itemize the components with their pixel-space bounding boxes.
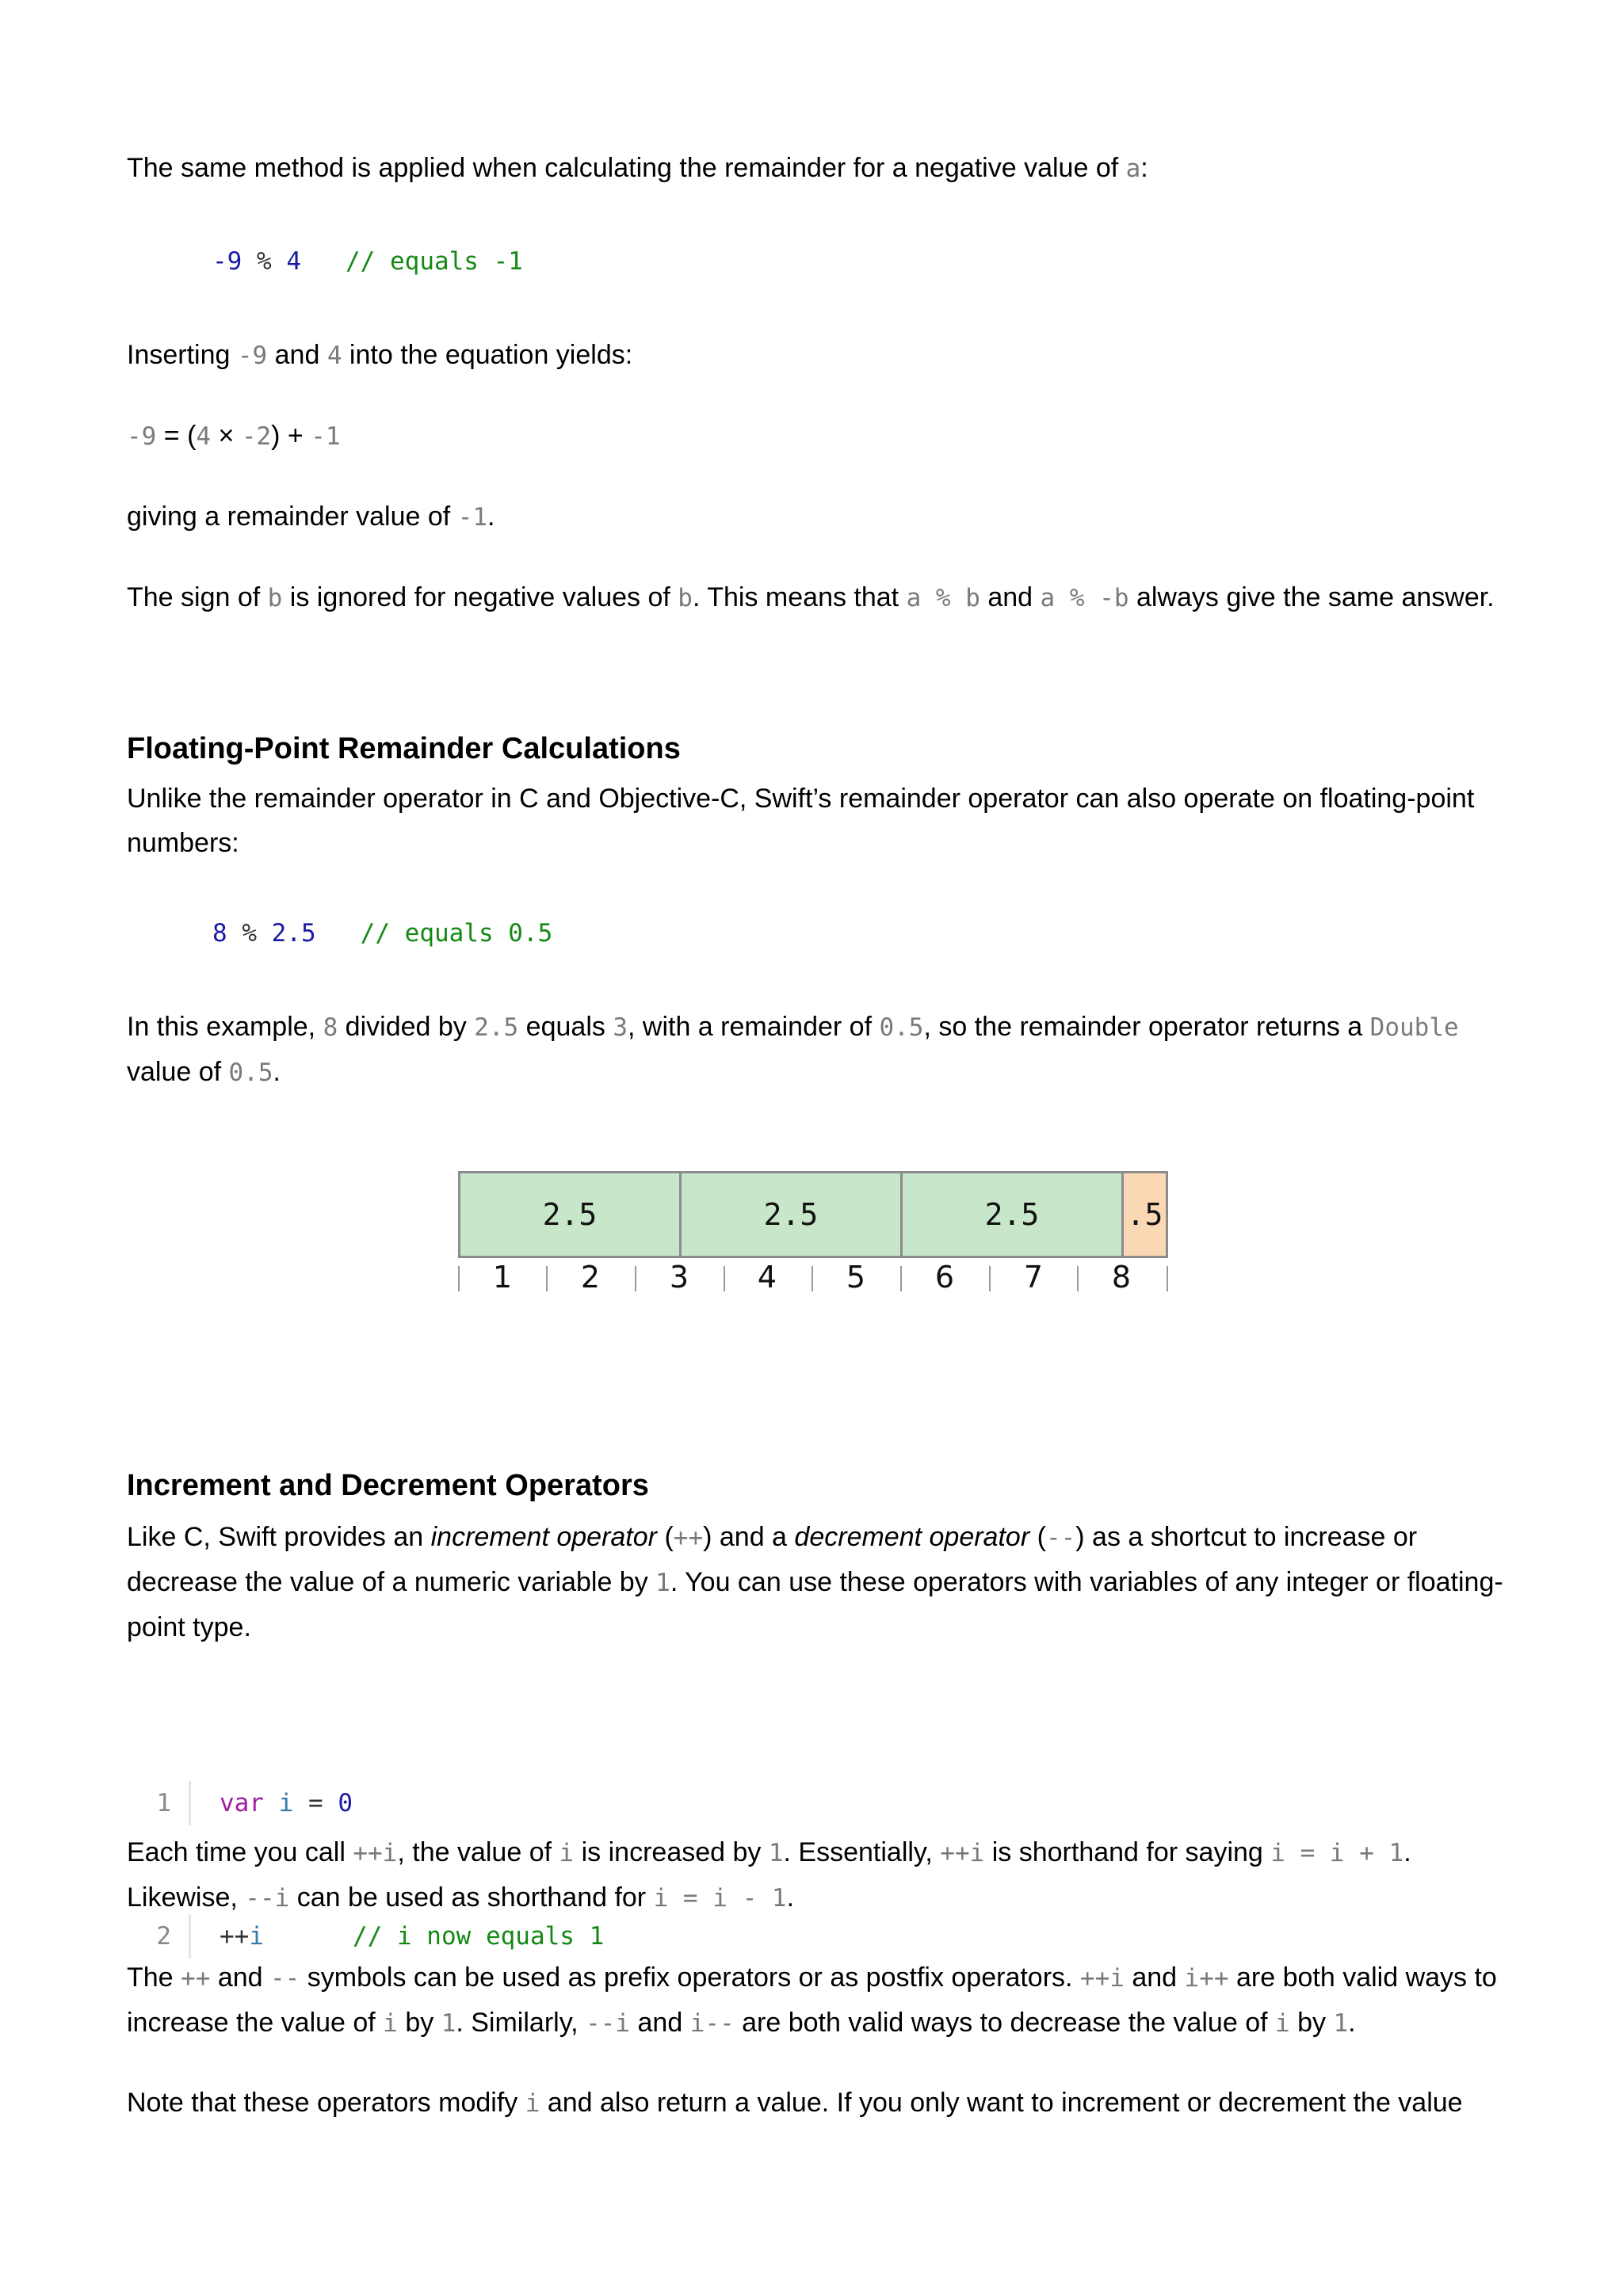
heading-increment-decrement: Increment and Decrement Operators <box>127 1469 649 1502</box>
paragraph-remainder-value: giving a remainder value of -1. <box>127 502 495 532</box>
diagram-tick <box>635 1266 636 1291</box>
diagram-tick <box>1167 1266 1168 1291</box>
paragraph-inserting: Inserting -9 and 4 into the equation yields: <box>127 340 633 370</box>
paragraph-prefix-postfix: The ++ and -- symbols can be used as prefix operators or as postfix operators. ++i and i++ are both valid ways to increase the value of i by 1. Similarly, --i and i-- are both valid ways to decrease the value of i by 1. <box>127 1962 1497 2038</box>
diagram-tick <box>900 1266 902 1291</box>
paragraph-example-explanation: In this example, 8 divided by 2.5 equals 3, with a remainder of 0.5, so the remainder operator returns a Double value of 0.5. <box>127 1012 1459 1087</box>
diagram-tick-label: 2 <box>580 1260 601 1295</box>
code-block-floating-remainder: 8 % 2.5 // equals 0.5 <box>212 919 553 948</box>
paragraph-increment-intro: Like C, Swift provides an increment operator (++) and a decrement operator (--) as a shortcut to increase or decrease the value of a numeric variable by 1. You can use these operators with variables of any integer or floating-point type. <box>127 1522 1503 1642</box>
diagram-tick <box>812 1266 813 1291</box>
diagram-tick <box>458 1266 460 1291</box>
paragraph-negative-remainder: The same method is applied when calculating the remainder for a negative value of a: <box>127 153 1148 183</box>
diagram-tick <box>724 1266 725 1291</box>
code-line: 2 ++i // i now equals 1 <box>127 1914 604 1958</box>
diagram-tick-label: 5 <box>846 1260 866 1295</box>
code-block-negative-remainder: -9 % 4 // equals -1 <box>212 247 523 276</box>
diagram-tick-label: 1 <box>492 1260 513 1295</box>
remainder-diagram <box>458 1171 1168 1298</box>
paragraph-sign-of-b: The sign of b is ignored for negative values of b. This means that a % b and a % -b always give the same answer. <box>127 582 1495 612</box>
diagram-tick-label: 4 <box>757 1260 777 1295</box>
paragraph-floating-point-intro: Unlike the remainder operator in C and Objective-C, Swift’s remainder operator can also operate on floating-point numbers: <box>127 784 1475 858</box>
diagram-segment: 2.5 <box>679 1171 903 1258</box>
code-line: 1 var i = 0 <box>127 1781 604 1825</box>
diagram-tick-label: 6 <box>934 1260 955 1295</box>
diagram-tick <box>1077 1266 1079 1291</box>
diagram-tick-label: 3 <box>669 1260 689 1295</box>
heading-floating-point: Floating-Point Remainder Calculations <box>127 732 681 765</box>
equation: -9 = (4 × -2) + -1 <box>127 421 341 451</box>
paragraph-note-operators: Note that these operators modify i and also return a value. If you only want to increment or decrement the value <box>127 2088 1463 2118</box>
diagram-tick <box>546 1266 548 1291</box>
diagram-segment: 2.5 <box>900 1171 1124 1258</box>
paragraph-each-time: Each time you call ++i, the value of i is increased by 1. Essentially, ++i is shorthand for saying i = i + 1. Likewise, --i can be used as shorthand for i = i - 1. <box>127 1837 1411 1913</box>
diagram-tick-label: 7 <box>1023 1260 1044 1295</box>
diagram-tick <box>989 1266 991 1291</box>
diagram-segment: 2.5 <box>458 1171 682 1258</box>
diagram-tick-label: 8 <box>1111 1260 1132 1295</box>
diagram-remainder-segment: .5 <box>1121 1171 1168 1258</box>
